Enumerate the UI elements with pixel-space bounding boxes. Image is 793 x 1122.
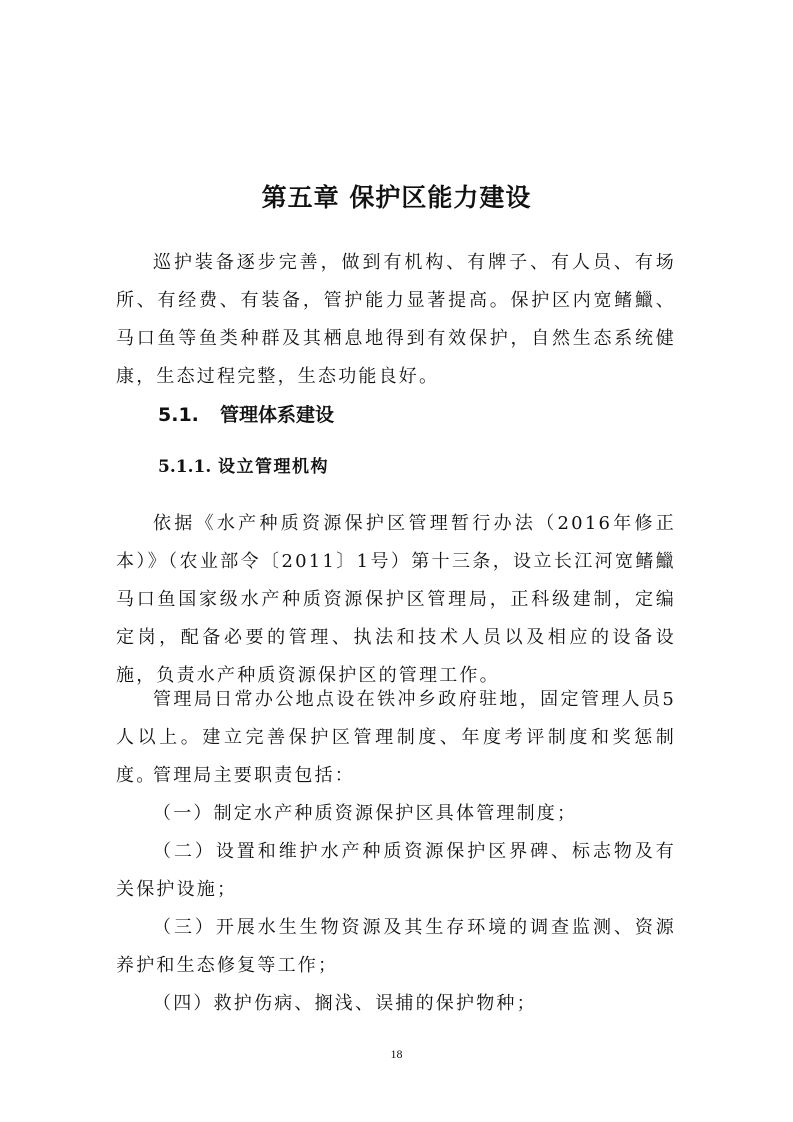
subsection-title: 设立管理机构 [218, 457, 329, 477]
duty-item: （三）开展水生生物资源及其生存环境的调查监测、资源养护和生态修复等工作； [116, 917, 676, 976]
subsection-heading [158, 449, 329, 485]
duty-item: （二）设置和维护水产种质资源保护区界碑、标志物及有关保护设施； [116, 841, 676, 900]
body-paragraph-office: 管理局日常办公地点设在铁冲乡政府驻地，固定管理人员5人以上。建立完善保护区管理制度、年度考评制度和奖惩制度。 [116, 689, 676, 786]
duty-item: （四）救护伤病、搁浅、误捕的保护物种； [153, 993, 537, 1014]
duty-item: （一）制定水产种质资源保护区具体管理制度； [153, 803, 578, 824]
section-number: 5.1. [158, 404, 199, 426]
intro-paragraph: 巡护装备逐步完善，做到有机构、有牌子、有人员、有场所、有经费、有装备，管护能力显著提高。保护区内宽鳍鱲、马口鱼等鱼类种群及其栖息地得到有效保护，自然生态系统健康，生态过程完整，生态功能良好。 [116, 252, 676, 387]
subsection-number: 5.1.1. [158, 457, 212, 477]
chapter-title: 第五章 保护区能力建设 [261, 182, 532, 212]
page-number: 18 [390, 1047, 403, 1061]
section-title: 管理体系建设 [220, 404, 335, 426]
body-paragraph-basis: 依据《水产种质资源保护区管理暂行办法（2016年修正本）》（农业部令〔2011〕1号）第十三条，设立长江河宽鳍鱲马口鱼国家级水产种质资源保护区管理局，正科级建制，定编定岗，配备必要的管理、执法和技术人员以及相应的设备设施，负责水产种质资源保护区的管理工作。 [116, 513, 676, 686]
body-paragraph-duties-intro: 管理局主要职责包括： [153, 765, 355, 786]
section-heading [158, 397, 334, 433]
